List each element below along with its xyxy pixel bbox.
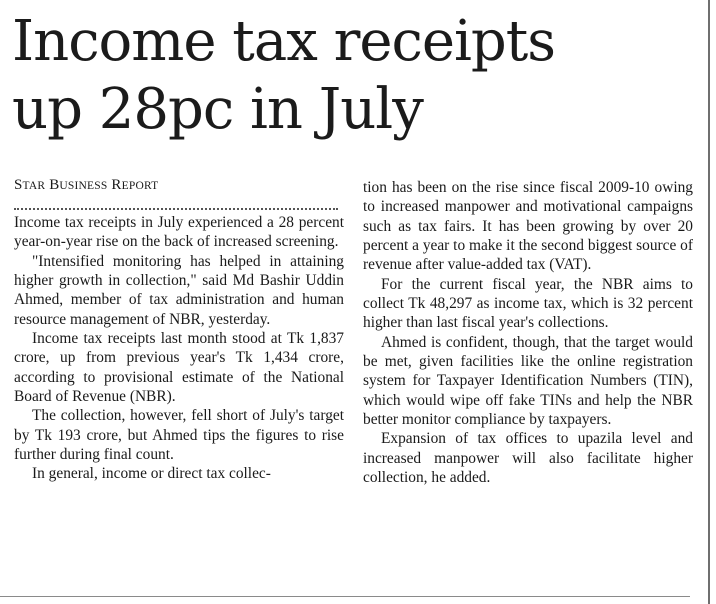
byline-text: STAR BUSINESS REPORT: [14, 177, 159, 193]
paragraph-3: Income tax receipts last month stood at Tk 1,837 crore, up from previous year's Tk 1,434 crore, according to provisional estimate of the National Board of Revenue (NBR).: [14, 330, 344, 406]
rule-bottom: [0, 596, 690, 597]
headline-line-1: Income tax receipts: [12, 9, 555, 74]
article-column-left: [14, 176, 344, 484]
paragraph-1: Income tax receipts in July experienced a 28 percent year-on-year rise on the back of increased screening.: [14, 214, 344, 251]
byline-divider: [14, 208, 338, 210]
paragraph-6: tion has been on the rise since fiscal 2009-10 owing to increased manpower and motivational campaigns such as tax fairs. It has been growing by over 20 percent a year to make it the second biggest source of revenue after value-added tax (VAT).: [363, 179, 693, 274]
paragraph-5: In general, income or direct tax collec-: [32, 465, 271, 483]
paragraph-4: The collection, however, fell short of July's target by Tk 193 crore, but Ahmed tips the figures to rise further during final count.: [14, 407, 344, 464]
paragraph-7: For the current fiscal year, the NBR aims to collect Tk 48,297 as income tax, which is 32 percent higher than last fiscal year's collections.: [363, 275, 693, 332]
paragraph-2: "Intensified monitoring has helped in attaining higher growth in collection," said Md Bashir Uddin Ahmed, member of tax administration and human resource management of NBR, yesterday.: [14, 252, 344, 328]
column-rule-right: [708, 0, 710, 604]
byline: [14, 176, 344, 196]
article-column-right: [363, 178, 693, 488]
headline-line-2: up 28pc in July: [12, 77, 423, 142]
headline: [12, 8, 702, 144]
paragraph-9: Expansion of tax offices to upazila level and increased manpower will also facilitate higher collection, he added.: [363, 430, 693, 487]
paragraph-8: Ahmed is confident, though, that the target would be met, given facilities like the online registration system for Taxpayer Identification Numbers (TIN), which would wipe off fake TINs and help the NBR better monitor compliance by taxpayers.: [363, 333, 693, 429]
